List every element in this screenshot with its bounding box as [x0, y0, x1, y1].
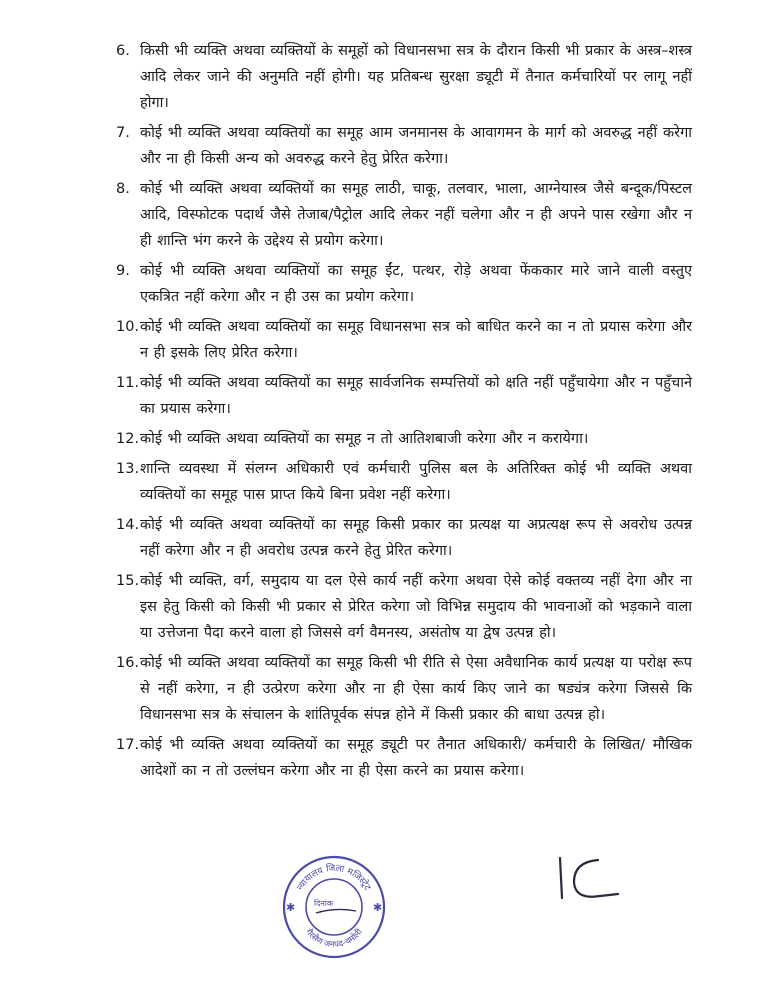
- clause-number: 11.: [116, 375, 140, 391]
- clause-text: कोई भी व्यक्ति अथवा व्यक्तियों का समूह आम जनमानस के आवागमन के मार्ग को अवरुद्ध नहीं करेगा और ना ही किसी अन्य को अवरुद्ध करने हेतु प्रेरित करेगा।: [140, 125, 692, 167]
- seal-right-star-icon: ✱: [373, 901, 383, 914]
- clause-item: [0, 120, 768, 172]
- seal-left-star-icon: ✱: [286, 901, 296, 914]
- clause-number: 7.: [116, 125, 130, 141]
- clause-item: [0, 426, 768, 452]
- clause-text: कोई भी व्यक्ति, वर्ग, समुदाय या दल ऐसे कार्य नहीं करेगा अथवा ऐसे कोई वक्तव्य नहीं देगा और ना इस हेतु किसी को किसी भी प्रकार से प्रेरित करेगा जो विभिन्न समुदाय की भावनाओं को भड़काने वाला या उत्तेजना पैदा करने वाला हो जिससे वर्ग वैमनस्य, असंतोष या द्वेष उत्पन्न हो।: [140, 573, 692, 641]
- official-seal-icon: [280, 853, 388, 961]
- clause-item: [0, 650, 768, 728]
- clause-number: 13.: [116, 461, 140, 477]
- seal-date-label: दिनांक: [314, 899, 333, 908]
- clause-item: [0, 38, 768, 116]
- clause-number: 12.: [116, 431, 140, 447]
- clause-number: 10.: [116, 319, 140, 335]
- clause-text: कोई भी व्यक्ति अथवा व्यक्तियों का समूह विधानसभा सत्र को बाधित करने का न तो प्रयास करेगा और न ही इसके लिए प्रेरित करेगा।: [140, 319, 692, 361]
- clause-item: [0, 568, 768, 646]
- seal-top-text: न्यायालय जिला मजिस्ट्रेट: [295, 863, 373, 893]
- clause-text: शान्ति व्यवस्था में संलग्न अधिकारी एवं कर्मचारी पुलिस बल के अतिरिक्त कोई भी व्यक्ति अथवा व्यक्तियों का समूह पास प्राप्त किये बिना प्रवेश नहीं करेगा।: [140, 461, 692, 503]
- clause-item: [0, 512, 768, 564]
- document-body: [0, 38, 768, 788]
- clause-number: 6.: [116, 43, 130, 59]
- clause-text: कोई भी व्यक्ति अथवा व्यक्तियों का समूह किसी भी रीति से ऐसा अवैधानिक कार्य प्रत्यक्ष या परोक्ष रूप से नहीं करेगा, न ही उत्प्रेरण करेगा और ना ही ऐसा कार्य किए जाने का षड्यंत्र करेगा जिससे कि विधानसभा सत्र के संचालन के शांतिपूर्वक संपन्न होने में किसी प्रकार की बाधा उत्पन्न हो।: [140, 655, 692, 723]
- clause-item: [0, 314, 768, 366]
- clause-number: 9.: [116, 263, 130, 279]
- clause-text: कोई भी व्यक्ति अथवा व्यक्तियों का समूह किसी प्रकार का प्रत्यक्ष या अप्रत्यक्ष रूप से अवरोध उत्पन्न नहीं करेगा और न ही अवरोध उत्पन्न करने हेतु प्रेरित करेगा।: [140, 517, 692, 559]
- clause-text: कोई भी व्यक्ति अथवा व्यक्तियों का समूह न तो आतिशबाजी करेगा और न करायेगा।: [140, 431, 589, 447]
- clause-text: कोई भी व्यक्ति अथवा व्यक्तियों का समूह लाठी, चाकू, तलवार, भाला, आग्नेयास्त्र जैसे बन्दूक/पिस्टल आदि, विस्फोटक पदार्थ जैसे तेजाब/पैट्रोल आदि लेकर नहीं चलेगा और न ही अपने पास रखेगा और न ही शान्ति भंग करने के उद्देश्य से प्रयोग करेगा।: [140, 181, 692, 249]
- clause-text: कोई भी व्यक्ति अथवा व्यक्तियों का समूह सार्वजनिक सम्पत्तियों को क्षति नहीं पहुँचायेगा और न पहुँचाने का प्रयास करेगा।: [140, 375, 692, 417]
- clause-item: [0, 258, 768, 310]
- clause-item: [0, 732, 768, 784]
- clause-item: [0, 370, 768, 422]
- clause-text: कोई भी व्यक्ति अथवा व्यक्तियों का समूह ईंट, पत्थर, रोड़े अथवा फेंककार मारे जाने वाली वस्तुए एकत्रित नहीं करेगा और न ही उस का प्रयोग करेगा।: [140, 263, 692, 305]
- signature-icon: [548, 852, 626, 908]
- clause-number: 16.: [116, 655, 140, 671]
- clause-item: [0, 176, 768, 254]
- clause-text: किसी भी व्यक्ति अथवा व्यक्तियों के समूहों को विधानसभा सत्र के दौरान किसी भी प्रकार के अस्त्र–शस्त्र आदि लेकर जाने की अनुमति नहीं होगी। यह प्रतिबन्ध सुरक्षा ड्यूटी में तैनात कर्मचारियों पर लागू नहीं होगा।: [140, 43, 692, 111]
- clause-number: 15.: [116, 573, 140, 589]
- seal-bottom-text: गैरसैण जनपद-चमोली: [303, 927, 365, 951]
- clause-text: कोई भी व्यक्ति अथवा व्यक्तियों का समूह ड्यूटी पर तैनात अधिकारी/ कर्मचारी के लिखित/ मौखिक आदेशों का न तो उल्लंघन करेगा और ना ही ऐसा करने का प्रयास करेगा।: [140, 737, 692, 779]
- clause-number: 14.: [116, 517, 140, 533]
- seal-date-scribble: [316, 909, 356, 913]
- clause-number: 17.: [116, 737, 140, 753]
- clause-number: 8.: [116, 181, 130, 197]
- clause-item: [0, 456, 768, 508]
